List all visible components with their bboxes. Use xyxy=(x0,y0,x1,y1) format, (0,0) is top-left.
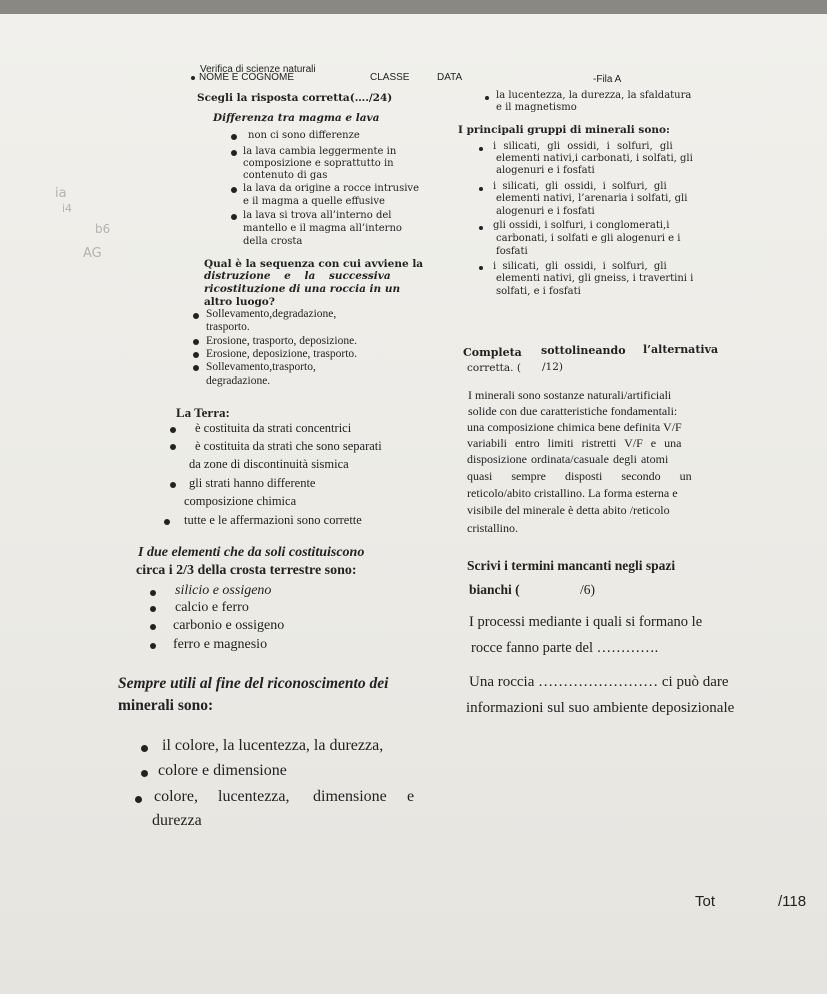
class-label: CLASSE xyxy=(370,72,410,83)
complete-title: Completa xyxy=(463,346,522,359)
option: la lucentezza, la durezza, la sfaldatura xyxy=(496,90,692,101)
option: dimensione xyxy=(313,788,387,805)
option: i silicati, gli ossidi, i solfuri, gli xyxy=(493,141,673,152)
bullet xyxy=(231,134,237,140)
option: alogenuri e i fosfati xyxy=(496,206,595,217)
option: gli strati hanno differente xyxy=(189,476,316,490)
pencil-mark: i4 xyxy=(62,202,73,215)
option: solfati, e i fosfati xyxy=(496,286,581,297)
option: elementi nativi,i carbonati, i solfati, gli xyxy=(496,153,693,164)
complete-title: corretta. ( xyxy=(467,362,521,374)
bullet xyxy=(479,226,483,230)
paragraph-line: solide con due caratteristiche fondamentali: xyxy=(468,404,678,418)
bullet xyxy=(164,519,170,525)
option: Sollevamento,degradazione, xyxy=(206,308,337,320)
option: i silicati, gli ossidi, i solfuri, gli xyxy=(493,181,667,192)
tot-value: /118 xyxy=(778,893,807,910)
q4-title: La Terra: xyxy=(176,405,230,420)
row-label: -Fila A xyxy=(593,74,622,85)
option: la lava si trova all’interno del xyxy=(243,210,392,221)
q6-title: Sempre utili al fine del riconoscimento dei xyxy=(118,675,389,692)
option: elementi nativi, gli gneiss, i travertini i xyxy=(496,273,694,284)
complete-title: sottolineando xyxy=(541,344,626,357)
option: contenuto di gas xyxy=(243,170,328,181)
bullet xyxy=(135,796,142,803)
bullet xyxy=(150,643,156,649)
paragraph-line: quasi sempre disposti secondo un xyxy=(467,469,692,483)
fill-line: informazioni sul suo ambiente deposizionale xyxy=(466,700,735,716)
option: Sollevamento,trasporto, xyxy=(206,361,316,373)
bullet xyxy=(191,76,195,80)
complete-title: l’alternativa xyxy=(643,343,719,356)
option: colore e dimensione xyxy=(158,762,287,779)
fill-line: rocce fanno parte del …………. xyxy=(471,640,659,656)
paragraph-line: cristallino. xyxy=(467,521,518,535)
paragraph-line: visibile del minerale è detta abito /reticolo xyxy=(467,503,670,517)
q6-title: minerali sono: xyxy=(118,697,214,714)
option: tutte e le affermazioni sono corrette xyxy=(184,513,362,527)
bullet xyxy=(193,339,199,345)
bullet xyxy=(193,352,199,358)
pencil-mark: AG xyxy=(83,246,102,261)
doc-title: Verifica di scienze naturali xyxy=(200,64,316,75)
paragraph-line: reticolo/abito cristallino. La forma esterna e xyxy=(467,486,678,500)
option: colore, xyxy=(154,788,198,805)
option: gli ossidi, i solfuri, i conglomerati,i xyxy=(493,220,670,231)
option: composizione e soprattutto in xyxy=(243,158,394,169)
q1-title: Scegli la risposta corretta(…./24) xyxy=(197,92,393,104)
option: i silicati, gli ossidi, i solfuri, gli xyxy=(493,261,667,272)
option: da zone di discontinuità sismica xyxy=(189,457,349,471)
option: lucentezza, xyxy=(218,788,290,805)
groups-title: I principali gruppi di minerali sono: xyxy=(458,124,670,136)
bullet xyxy=(170,427,176,433)
name-label: NOME E COGNOME xyxy=(199,72,295,83)
option: carbonio e ossigeno xyxy=(173,618,285,633)
bullet xyxy=(231,150,237,156)
option: elementi nativi, l’arenaria i solfati, gli xyxy=(496,193,688,204)
option: è costituita da strati concentrici xyxy=(195,421,352,435)
option: il colore, la lucentezza, la durezza, xyxy=(162,737,384,754)
q3-title: ricostituzione di una roccia in un xyxy=(204,283,401,295)
bullet xyxy=(193,365,199,371)
q3-title: altro luogo? xyxy=(204,296,275,308)
option: Erosione, trasporto, deposizione. xyxy=(206,335,358,347)
fill-title: Scrivi i termini mancanti negli spazi xyxy=(467,558,676,573)
option: fosfati xyxy=(496,246,528,257)
bullet xyxy=(141,770,148,777)
bullet xyxy=(193,313,199,319)
fill-line: I processi mediante i quali si formano le xyxy=(469,614,703,630)
option: ferro e magnesio xyxy=(173,637,268,652)
option: e il magma a quelle effusive xyxy=(243,196,385,207)
option: alogenuri e i fosfati xyxy=(496,165,595,176)
q2-title: Differenza tra magma e lava xyxy=(213,112,380,124)
bullet xyxy=(485,96,489,100)
bullet xyxy=(231,187,237,193)
option: Erosione, deposizione, trasporto. xyxy=(206,348,358,360)
q3-title: distruzione e la successiva xyxy=(204,270,391,282)
bullet xyxy=(170,482,176,488)
option: e il magnetismo xyxy=(496,102,577,113)
bullet xyxy=(141,745,148,752)
date-label: DATA xyxy=(437,72,463,83)
bullet xyxy=(479,147,483,151)
bullet xyxy=(150,590,156,596)
option: calcio e ferro xyxy=(175,600,249,615)
option: durezza xyxy=(152,812,202,829)
option: mantello e il magma all’interno xyxy=(243,223,402,234)
tot-label: Tot xyxy=(695,893,716,910)
option: composizione chimica xyxy=(184,494,297,508)
option: carbonati, i solfati e gli alogenuri e i xyxy=(496,233,681,244)
q5-title: circa i 2/3 della crosta terrestre sono: xyxy=(136,563,357,578)
option: degradazione. xyxy=(206,375,271,387)
option: la lava cambia leggermente in xyxy=(243,146,397,157)
exam-sheet xyxy=(0,14,827,994)
paragraph-line: disposizione ordinata/casuale degli atomi xyxy=(467,452,669,466)
option: silicio e ossigeno xyxy=(175,583,272,598)
option: e xyxy=(407,788,415,805)
pencil-mark: ia xyxy=(55,186,67,201)
option: trasporto. xyxy=(206,321,250,333)
option: non ci sono differenze xyxy=(248,130,360,141)
q3-title: Qual è la sequenza con cui avviene la xyxy=(204,258,424,270)
blanks-score: /6) xyxy=(580,582,595,597)
pencil-mark: b6 xyxy=(95,222,111,236)
paragraph-line: variabili entro limiti ristretti V/F e una xyxy=(467,436,682,450)
fill-line: Una roccia …………………… ci può dare xyxy=(469,674,729,690)
q5-title: I due elementi che da soli costituiscono xyxy=(138,545,365,560)
bullet xyxy=(150,606,156,612)
paragraph-line: una composizione chimica bene definita V/F xyxy=(467,420,682,434)
complete-score: /12) xyxy=(542,361,563,373)
paragraph-line: I minerali sono sostanze naturali/artificiali xyxy=(468,388,672,402)
bullet xyxy=(170,444,176,450)
option: della crosta xyxy=(243,236,303,247)
bullet xyxy=(479,266,483,270)
option: è costituita da strati che sono separati xyxy=(195,439,382,453)
bullet xyxy=(150,624,156,630)
bullet xyxy=(479,187,483,191)
option: la lava da origine a rocce intrusive xyxy=(243,183,419,194)
blanks-label: bianchi ( xyxy=(469,582,520,597)
bullet xyxy=(231,214,237,220)
